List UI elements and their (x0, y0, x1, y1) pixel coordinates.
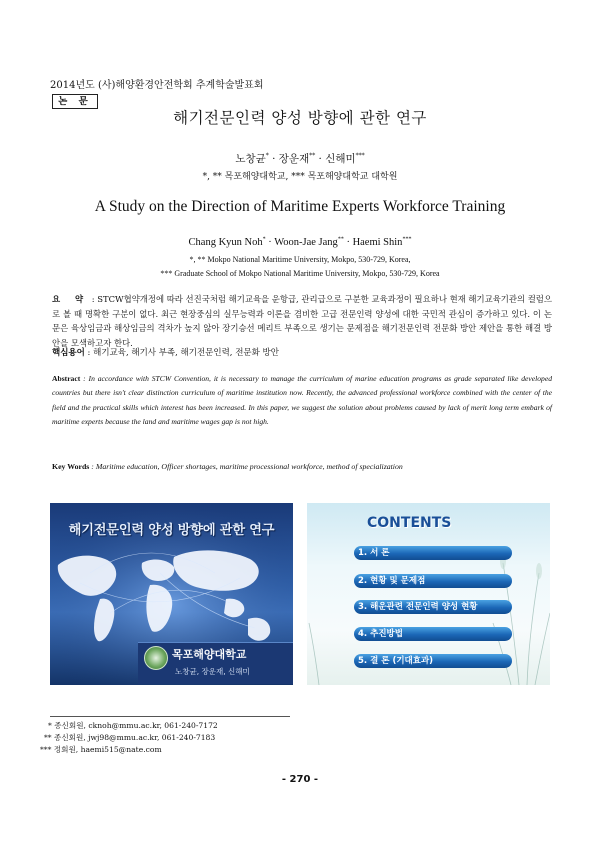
contents-item-2: 2. 현황 및 문제점 (354, 574, 512, 588)
slide1-authors: 노창균, 장운재, 신해미 (175, 667, 250, 676)
footnote-2: ** 종신회원, jwj98@mmu.ac.kr, 061-240-7183 (44, 733, 216, 742)
contents-title: CONTENTS (367, 515, 452, 531)
author-separator: · (268, 153, 279, 165)
paper-title-korean: 해기전문인력 양성 방향에 관한 연구 (173, 109, 427, 127)
contents-slide-image (307, 503, 550, 685)
conference-header: 2014년도 (사)해양환경안전학회 추계학술발표회 (50, 80, 264, 91)
author-2-en-mark: ** (337, 236, 344, 243)
keywords-korean-label: 핵심용어 (52, 348, 85, 358)
article-type-label: 논 문 (52, 94, 98, 109)
abstract-english-label: Abstract (52, 374, 81, 383)
authors-english (0, 237, 600, 248)
author-3-ko: 신해미 (325, 153, 356, 165)
contents-item-3: 3. 해운관련 전문인력 양성 현황 (354, 600, 512, 614)
author-2-ko: 장운재 (278, 153, 310, 165)
keywords-korean-text: : 해기교육, 해기사 부족, 해기전문인력, 전문화 방안 (84, 348, 279, 358)
contents-item-1: 1. 서 론 (354, 546, 512, 560)
affiliation-korean: *, ** 목포해양대학교, *** 목포해양대학교 대학원 (202, 172, 398, 182)
slide1-title: 해기전문인력 양성 방향에 관한 연구 (68, 523, 275, 538)
author-1-ko: 노창균 (235, 153, 266, 165)
abstract-korean-label: 요 약 (52, 294, 90, 304)
author-3-ko-mark: *** (355, 152, 365, 160)
author-3-en: Haemi Shin (352, 237, 403, 248)
page-number: - 270 - (281, 774, 319, 785)
abstract-korean-text: : STCW협약개정에 따라 선진국처럼 해기교육을 운항급, 관리급으로 구분한 교육과정이 필요하나 현재 해기교육기관의 컬럼으로 볼 때 명확한 구분이 없다. 최근 현장중심의 실무능력과 이론을 겸비한 고급 전문인력 양성에 대한 국민적 관심이 증가하고 있다. 이 논문은 육상임금과 해상임금의 격차가 높지 않아 장기승선 메리트 부족으로 생기는 문제점을 해기전문인력 전문화 방안 제안을 통한 해결 방안을 모색하고자 한다. (52, 294, 552, 348)
title-slide-image (50, 503, 293, 685)
author-separator: · (315, 153, 326, 165)
authors-korean (0, 151, 600, 166)
author-separator: · (265, 237, 275, 248)
author-2-ko-mark: ** (309, 152, 316, 160)
paper-title-english: A Study on the Direction of Maritime Experts Workforce Training (94, 198, 506, 215)
slide1-university: 목포해양대학교 (172, 648, 247, 661)
keywords-english-label: Key Words (52, 462, 90, 471)
author-1-ko-mark: * (265, 152, 269, 160)
abstract-english (52, 372, 552, 430)
affiliation-english-1: *, ** Mokpo National Maritime University, Mokpo, 530-729, Korea, (189, 255, 411, 264)
keywords-english (52, 462, 552, 471)
keywords-english-text: : Maritime education, Officer shortages, maritime processional workforce, method of specialization (89, 462, 403, 471)
keywords-korean (52, 346, 552, 358)
abstract-korean (52, 292, 552, 350)
university-logo-icon (144, 646, 168, 670)
author-2-en: Woon-Jae Jang (274, 237, 338, 248)
footnote-3: *** 정회원, haemi515@nate.com (40, 745, 162, 754)
author-1-en: Chang Kyun Noh (188, 237, 263, 248)
author-3-en-mark: *** (402, 236, 412, 243)
affiliation-english-2: *** Graduate School of Mokpo National Maritime University, Mokpo, 530-729, Korea (160, 269, 440, 278)
abstract-english-text: : In accordance with STCW Convention, it is necessary to manage the curriculum of marine education programs as grade separated like developed countries but there isn't clear distinction curriculum of maritime institution now. Recently, the advanced professional workforce combined with the center of the field and the practical skills which interest has been increased. In this paper, we suggest the solution about problems caused by lack of merit long term embark of maritime experts because the land and maritime wages gap is not high. (52, 374, 552, 427)
contents-item-5: 5. 결 론 (기대효과) (354, 654, 512, 668)
author-1-en-mark: * (262, 236, 266, 243)
contents-item-4: 4. 추진방법 (354, 627, 512, 641)
author-separator: · (343, 237, 353, 248)
footnote-divider (50, 716, 290, 717)
footnote-1: * 종신회원, cknoh@mmu.ac.kr, 061-240-7172 (48, 721, 218, 730)
